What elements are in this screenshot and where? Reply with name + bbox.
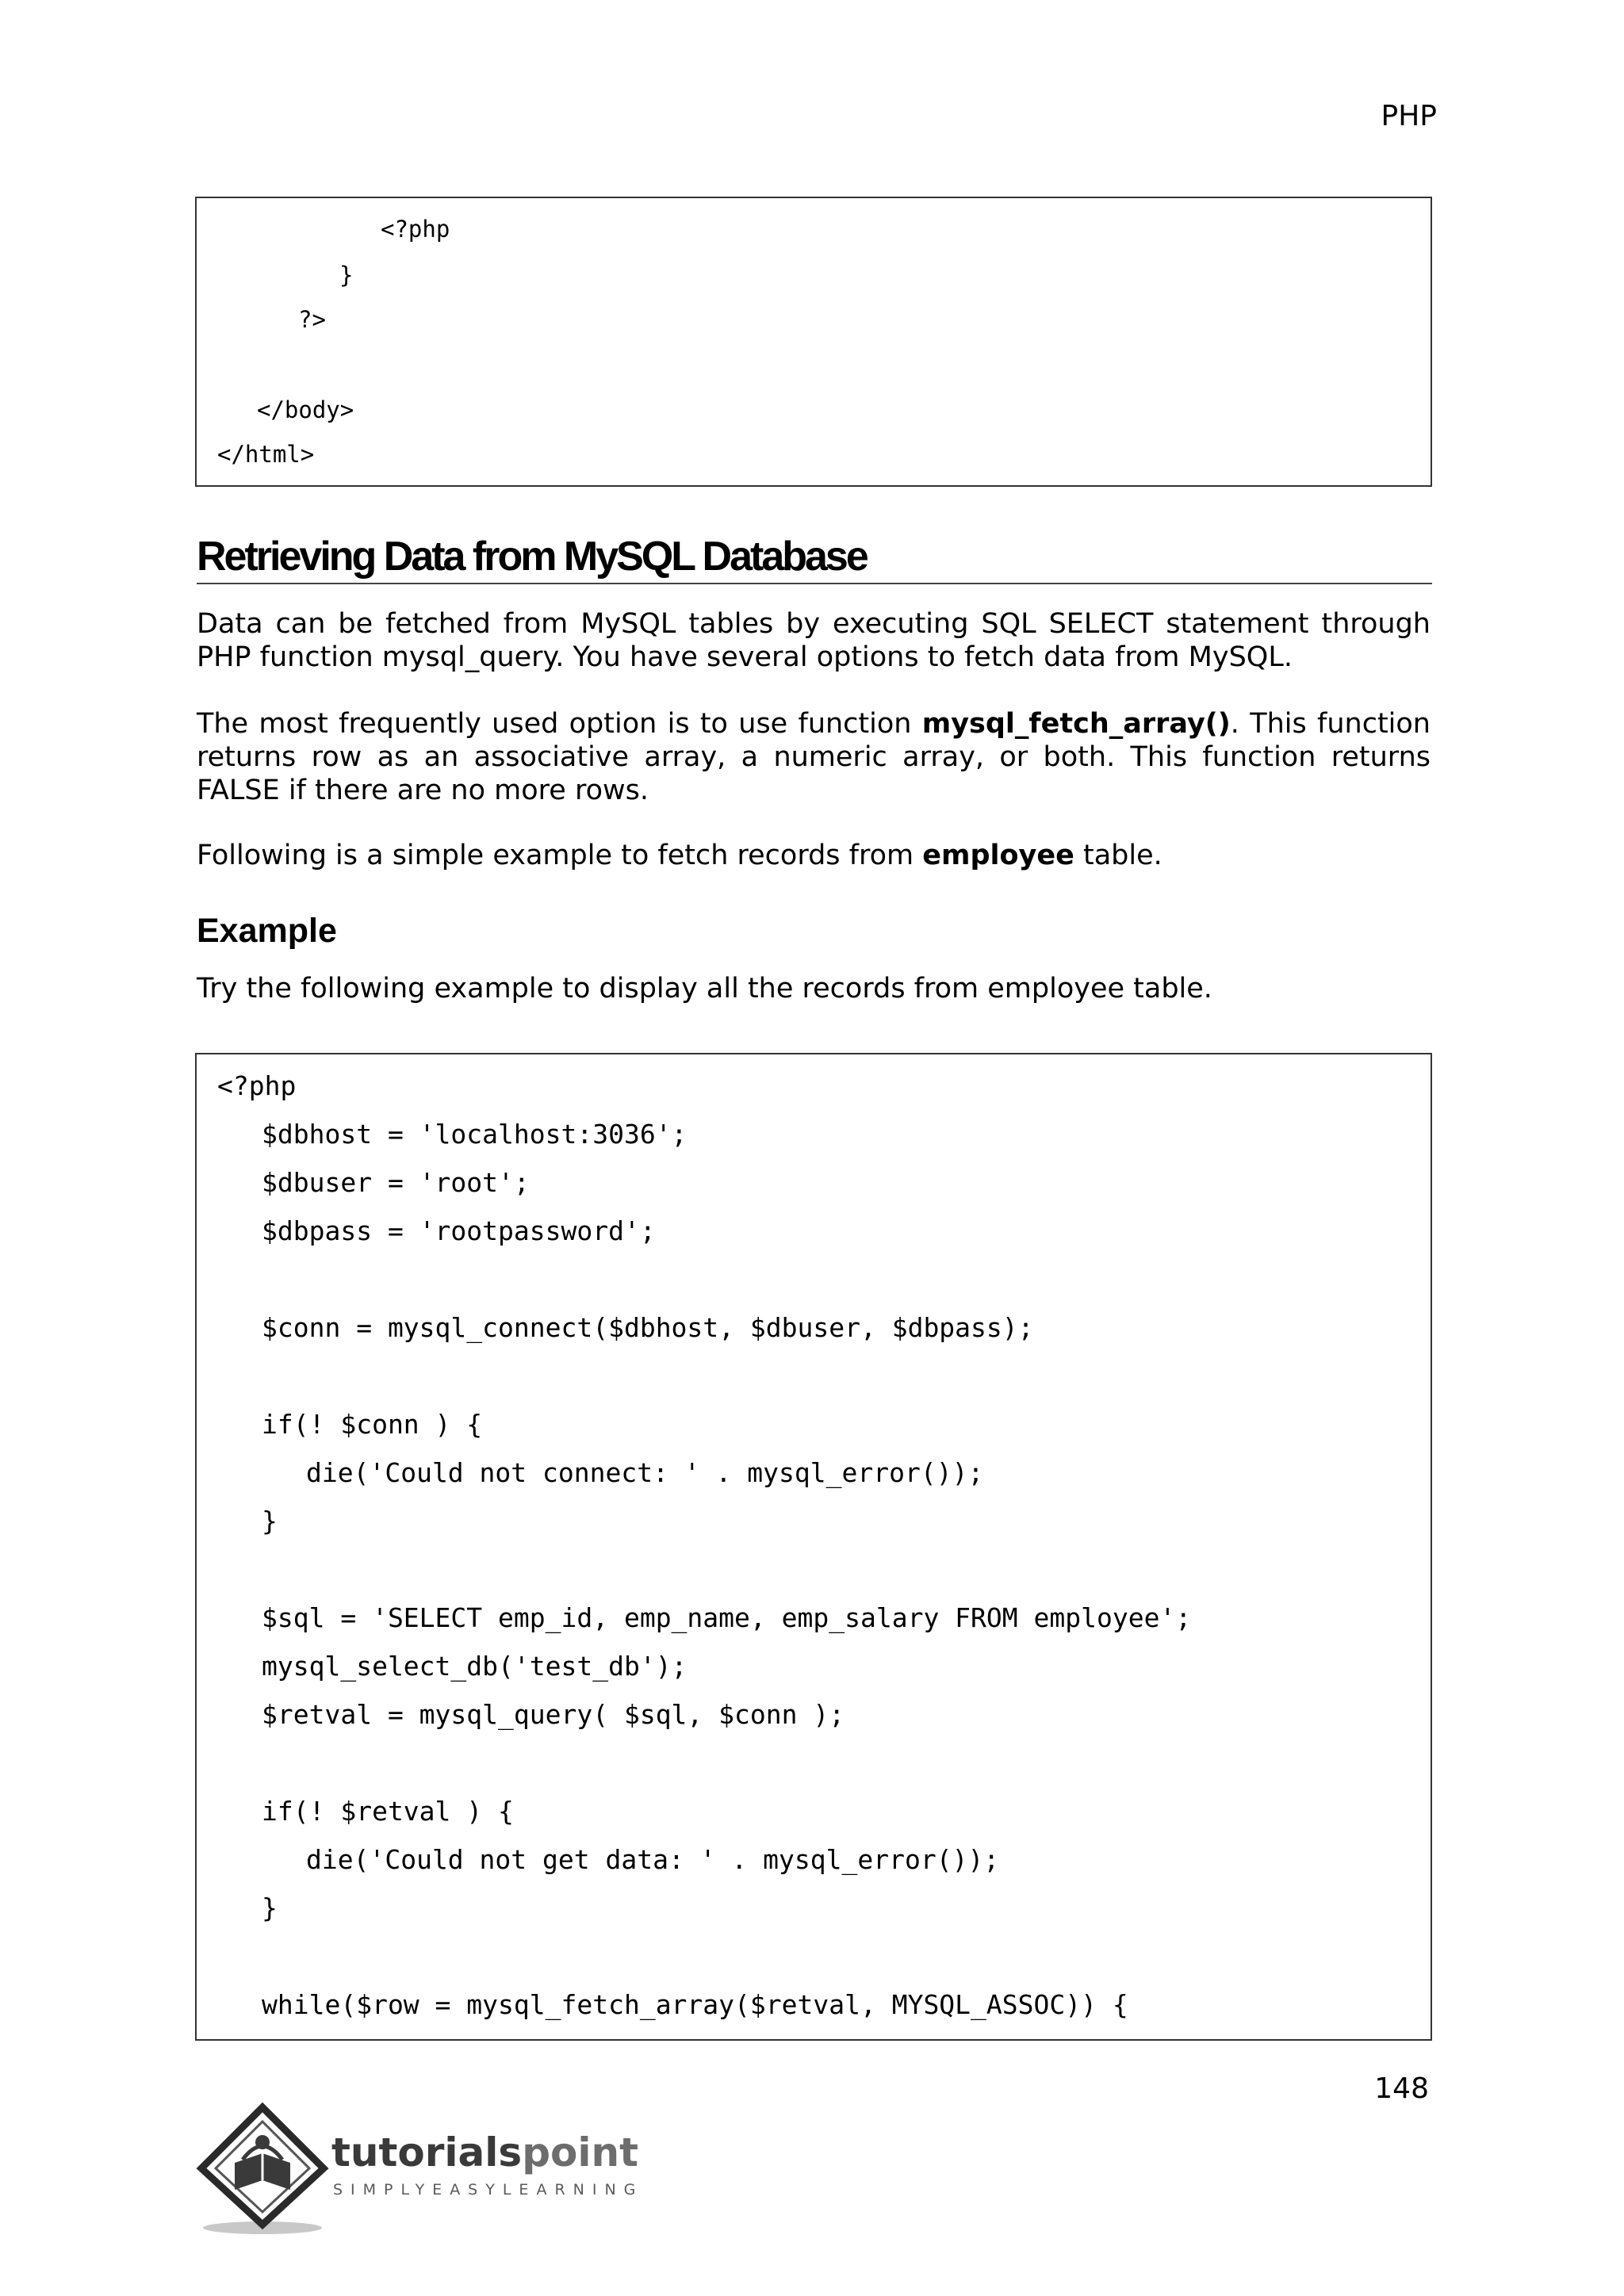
text-run: table. (1074, 840, 1162, 871)
code-line: $conn = mysql_connect($dbhost, $dbuser, $dbpass); (262, 1312, 1034, 1343)
running-header: PHP (1381, 100, 1437, 132)
code-line: mysql_select_db('test_db'); (262, 1651, 688, 1682)
logo-tagline: SIMPLYEASYLEARNING (333, 2181, 644, 2198)
code-line: $sql = 'SELECT emp_id, emp_name, emp_salary FROM employee'; (262, 1602, 1192, 1633)
code-line: while($row = mysql_fetch_array($retval, MYSQL_ASSOC)) { (262, 1989, 1128, 2020)
code-line: if(! $conn ) { (262, 1409, 483, 1440)
code-line: <?php (381, 216, 450, 243)
tutorialspoint-logo (195, 2101, 671, 2236)
paragraph-intro: Data can be fetched from MySQL tables by executing SQL SELECT statement through PHP function mysql_query. You have several options to fetch data from MySQL. (197, 608, 1431, 673)
code-block-continuation (195, 197, 1432, 487)
code-line: ?> (298, 306, 326, 333)
example-heading: Example (197, 912, 337, 950)
code-line: $dbpass = 'rootpassword'; (262, 1215, 656, 1246)
code-line: } (262, 1892, 278, 1923)
code-line: <?php (217, 1070, 297, 1101)
code-line: </body> (257, 396, 354, 423)
code-block-example (195, 1053, 1432, 2041)
table-name-bold: employee (922, 840, 1074, 871)
function-name-bold: mysql_fetch_array() (921, 708, 1231, 740)
code-line: die('Could not get data: ' . mysql_error()); (306, 1844, 1000, 1875)
code-line: die('Could not connect: ' . mysql_error()); (306, 1457, 984, 1488)
paragraph-fetch-array (197, 707, 1431, 807)
code-line: } (262, 1506, 278, 1536)
text-run: The most frequently used option is to use function (197, 708, 922, 740)
paragraph-example-intro (197, 839, 1431, 872)
section-title: Retrieving Data from MySQL Database (197, 534, 1432, 584)
code-line: if(! $retval ) { (262, 1796, 514, 1827)
code-line: </html> (217, 441, 315, 468)
logo-wordmark: tutorialspoint (331, 2130, 638, 2175)
page-number: 148 (1374, 2072, 1429, 2105)
code-line: $dbhost = 'localhost:3036'; (262, 1119, 688, 1150)
code-line: } (339, 262, 354, 289)
code-line: $dbuser = 'root'; (262, 1167, 530, 1198)
example-intro-text: Try the following example to display all the records from employee table. (197, 973, 1212, 1004)
text-run: . This function returns row as an associative array, a numeric array, or both. This function returns FALSE if there are no more rows. (197, 708, 1431, 806)
code-line: $retval = mysql_query( $sql, $conn ); (262, 1699, 845, 1730)
text-run: Following is a simple example to fetch records from (197, 840, 923, 871)
